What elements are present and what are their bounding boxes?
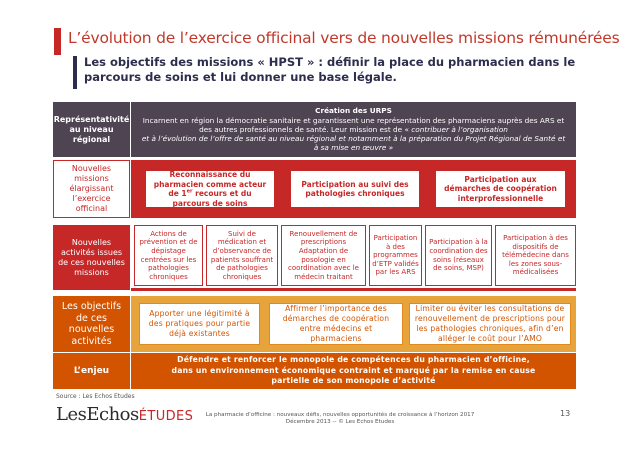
objective-renouvellement: Limiter ou éviter les consultations de renouvellement de prescriptions pour les pathologies chroniques, afin d’en alléger le coût pour l’AMO — [409, 303, 571, 345]
source-note: Source : Les Echos Etudes — [56, 393, 135, 400]
page-number: 13 — [560, 409, 571, 418]
urps-box — [131, 102, 576, 157]
mission-box-cooperation: Participation aux démarches de coopération interprofessionnelle — [435, 170, 566, 208]
subtitle-accent-bar — [73, 56, 77, 89]
footer-text — [200, 412, 480, 427]
mission-box-acteur — [145, 170, 275, 208]
activity-prevention: Actions de prévention et de dépistage centrées sur les pathologies chroniques — [134, 225, 203, 286]
row-label-nouvelles-missions: Nouvelles missions élargissant l’exercice officinal — [53, 160, 130, 218]
urps-description-text: Incarnent en région la démocratie sanitaire et garantissent une représentation des pharmaciens auprès des ARS et des autres professionnels de santé. Leur mission est de « — [142, 115, 565, 134]
mission-text-acteur-pre: Reconnaissance du pharmacien comme acteur de 1 — [153, 170, 267, 198]
mission-text-acteur-sup: er — [186, 188, 193, 195]
page-title: L’évolution de l’exercice officinal vers de nouvelles missions rémunérées — [68, 29, 620, 47]
row-label-objectifs: Les objectifs de ces nouvelles activités — [53, 296, 130, 352]
urps-title: Création des URPS — [315, 106, 392, 116]
footer-line-2: Décembre 2013 -- © Les Echos Etudes — [285, 419, 395, 426]
urps-description-continued: et à l’évolution de l’offre de santé au niveau régional et notamment à la préparation du Projet Régional de Santé et à sa mise en œuvre » — [141, 134, 566, 153]
activity-renouvellement: Renouvellement de prescriptions Adaptation de posologie en coordination avec le médecin traitant — [281, 225, 366, 286]
objective-cooperation: Affirmer l’importance des démarches de coopération entre médecins et pharmaciens — [269, 303, 403, 345]
urps-description — [139, 116, 568, 134]
mission-text-acteur — [150, 170, 270, 208]
row-label-representativite: Représentativité au niveau régional — [53, 102, 130, 157]
logo-main: LesEchos — [56, 404, 139, 425]
urps-description-quote: contribuer à l’organisation — [411, 124, 508, 134]
objective-legitimite: Apporter une légitimité à des pratiques pour partie déjà existantes — [139, 303, 260, 345]
page-subtitle: Les objectifs des missions « HPST » : définir la place du pharmacien dans le parcours de soins et lui donner une base légale. — [84, 55, 576, 84]
footer-line-1: La pharmacie d’officine : nouveaux défis, nouvelles opportunités de croissance à l’horizon 2017 — [205, 412, 475, 418]
mission-text-acteur-post: recours et du parcours de soins — [172, 189, 252, 208]
row-label-enjeu: L’enjeu — [53, 353, 130, 389]
activity-telemedecine: Participation à des dispositifs de télémédecine dans les zones sous-médicalisées — [495, 225, 576, 286]
activity-suivi-medication: Suivi de médication et d’observance de patients souffrant de pathologies chroniques — [206, 225, 278, 286]
activity-etp: Participation à des programmes d’ETP validés par les ARS — [369, 225, 422, 286]
enjeu-box: Défendre et renforcer le monopole de compétences du pharmacien d’officine, dans un environnement économique contraint et marqué par la remise en cause partielle de son monopole d’activité — [131, 353, 576, 389]
activity-coordination: Participation à la coordination des soins (réseaux de soins, MSP) — [425, 225, 492, 286]
row-label-nouvelles-activites: Nouvelles activités issues de ces nouvelles missions — [53, 225, 130, 290]
logo-sub: ÉTUDES — [138, 409, 194, 424]
les-echos-etudes-logo — [56, 404, 193, 425]
activities-underline — [131, 288, 576, 291]
title-accent-bar — [54, 28, 61, 55]
mission-box-suivi: Participation au suivi des pathologies chroniques — [290, 170, 420, 208]
